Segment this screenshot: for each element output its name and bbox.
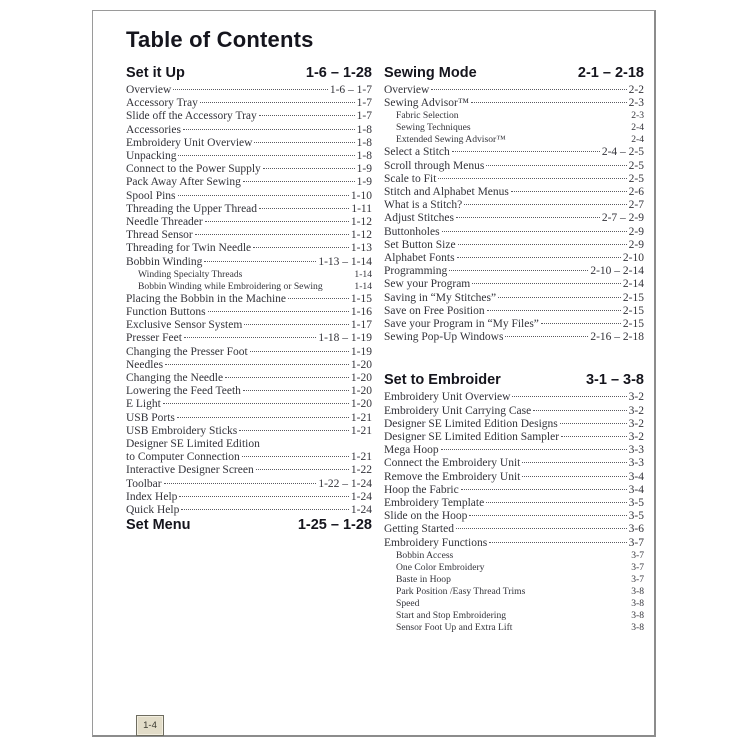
- dot-leader: [243, 181, 355, 182]
- toc-entry-page: 2-3: [631, 110, 644, 122]
- toc-entry-label: Thread Sensor: [126, 229, 193, 242]
- toc-entry-label: Getting Started: [384, 523, 454, 536]
- toc-entry-page: 3-7: [631, 573, 644, 585]
- dot-leader: [259, 115, 355, 116]
- toc-entry-label: Sewing Advisor™: [384, 97, 470, 110]
- toc-entry: [384, 431, 644, 444]
- toc-entry-page: 1-21: [350, 451, 372, 464]
- toc-entry: [384, 586, 644, 598]
- toc-entry-label: Start and Stop Embroidering: [396, 609, 507, 621]
- toc-entry-page: 3-4: [628, 483, 644, 496]
- toc-entry: [384, 598, 644, 610]
- toc-entry: [384, 265, 644, 278]
- toc-entry-label: Select a Stitch: [384, 146, 450, 159]
- dot-leader: [183, 129, 355, 130]
- toc-entry-label: Accessories: [126, 123, 181, 136]
- toc-entry: [126, 163, 372, 176]
- toc-entry-page: 2-3: [628, 97, 644, 110]
- toc-entry: [384, 186, 644, 199]
- toc-entries-set-it-up: [126, 84, 372, 517]
- dot-leader: [165, 364, 349, 365]
- toc-entry-page: 1-10: [350, 189, 372, 202]
- toc-entry-page: 2-4: [631, 134, 644, 146]
- toc-entry-page: 1-15: [350, 292, 372, 305]
- toc-entry-label: Save your Program in “My Files”: [384, 318, 539, 331]
- toc-entry: [384, 562, 644, 574]
- toc-entry-label: Threading the Upper Thread: [126, 202, 258, 215]
- toc-entry-page: 3-3: [628, 457, 644, 470]
- toc-entry-page: 1-13: [350, 242, 372, 255]
- toc-entry: [384, 97, 644, 110]
- toc-entry: [126, 137, 372, 150]
- toc-entry: [384, 523, 644, 536]
- toc-entry-label: Exclusive Sensor System: [126, 319, 243, 332]
- dot-leader: [486, 502, 626, 503]
- toc-entry-page: 2-7: [628, 199, 644, 212]
- toc-entry-label: to Computer Connection: [126, 451, 240, 464]
- toc-entry-label: USB Ports: [126, 411, 175, 424]
- toc-entry-label: Embroidery Unit Overview: [126, 136, 253, 149]
- toc-entry: [384, 550, 644, 562]
- toc-entry: [384, 391, 644, 404]
- toc-entry-page: 2-15: [622, 304, 644, 317]
- toc-entry-label: Baste in Hoop: [396, 573, 451, 585]
- toc-entry: [384, 212, 644, 225]
- toc-entry: [384, 405, 644, 418]
- dot-leader: [469, 515, 626, 516]
- toc-entry-page: 1-20: [350, 398, 372, 411]
- toc-entry-label: USB Embroidery Sticks: [126, 424, 238, 437]
- toc-entry-label: Changing the Needle: [126, 372, 224, 385]
- dot-leader: [487, 310, 621, 311]
- section-heading-pages: 1-25 – 1-28: [297, 517, 372, 534]
- toc-entry-page: 1-20: [350, 385, 372, 398]
- dot-leader: [263, 168, 355, 169]
- toc-entry-label: Sewing Pop-Up Windows: [384, 331, 504, 344]
- toc-entry: [384, 318, 644, 331]
- toc-entry: [126, 124, 372, 137]
- page-number: 1-4: [143, 720, 157, 731]
- toc-entry-label: Placing the Bobbin in the Machine: [126, 292, 287, 305]
- dot-leader: [250, 351, 349, 352]
- dot-leader: [184, 337, 316, 338]
- toc-entry-label: Set Button Size: [384, 238, 456, 251]
- toc-entry-label: Lowering the Feed Teeth: [126, 385, 241, 398]
- toc-entry-page: 1-9: [356, 163, 372, 176]
- toc-entry-label: Spool Pins: [126, 189, 176, 202]
- toc-entry-label: Winding Specialty Threads: [138, 268, 243, 280]
- toc-entry: [126, 398, 372, 411]
- toc-entry-page: 3-5: [628, 497, 644, 510]
- toc-entry-label: Alphabet Fonts: [384, 252, 455, 265]
- toc-entry-label: Designer SE Limited Edition Sampler: [384, 431, 560, 444]
- dot-leader: [471, 102, 627, 103]
- dot-leader: [181, 509, 349, 510]
- toc-entry-page: 1-19: [350, 345, 372, 358]
- toc-entry-label: Scale to Fit: [384, 172, 437, 185]
- toc-entry: [384, 457, 644, 470]
- toc-entry-label: Accessory Tray: [126, 97, 198, 110]
- dot-leader: [461, 489, 627, 490]
- toc-entry: [384, 278, 644, 291]
- dot-leader: [464, 204, 626, 205]
- toc-entry-label: Embroidery Template: [384, 497, 485, 510]
- section-heading-pages: 2-1 – 2-18: [577, 65, 644, 81]
- dot-leader: [208, 311, 349, 312]
- dot-leader: [449, 270, 588, 271]
- toc-entry-page: 1-14: [354, 268, 372, 280]
- toc-entry-label: Slide on the Hoop: [384, 510, 468, 523]
- toc-entry: [384, 110, 644, 122]
- dot-leader: [541, 323, 621, 324]
- toc-entry: [126, 306, 372, 319]
- dot-leader: [561, 436, 627, 437]
- dot-leader: [452, 151, 600, 152]
- toc-entry: [384, 226, 644, 239]
- section-heading-pages: 3-1 – 3-8: [585, 372, 644, 389]
- toc-content: [126, 27, 643, 634]
- toc-entry: [126, 281, 372, 293]
- toc-entry-page: 1-7: [356, 97, 372, 110]
- toc-entry-page: 1-20: [350, 372, 372, 385]
- dot-leader: [256, 469, 349, 470]
- toc-entry-page: 2-5: [628, 159, 644, 172]
- section-heading-set-it-up: [126, 65, 372, 81]
- toc-entry-label: Function Buttons: [126, 306, 206, 319]
- toc-entry: [126, 412, 372, 425]
- toc-entry-label: Bobbin Access: [396, 549, 454, 561]
- dot-leader: [486, 165, 626, 166]
- toc-entry-label: Sensor Foot Up and Extra Lift: [396, 621, 513, 633]
- section-heading-pages: 1-6 – 1-28: [305, 65, 372, 81]
- section-heading-label: Set to Embroider: [384, 372, 501, 389]
- dot-leader: [243, 390, 349, 391]
- dot-leader: [505, 336, 588, 337]
- toc-entry-page: 3-7: [628, 536, 644, 549]
- toc-entry-page: 2-15: [622, 318, 644, 331]
- toc-entry-page: 2-10 – 2-14: [590, 265, 644, 278]
- toc-entry: [384, 418, 644, 431]
- toc-entry-page: 2-9: [628, 225, 644, 238]
- toc-entry: [384, 122, 644, 134]
- toc-entry-page: 2-7 – 2-9: [601, 212, 644, 225]
- toc-entry-page: 3-8: [631, 597, 644, 609]
- toc-entry: [126, 84, 372, 97]
- toc-entry-label: Buttonholes: [384, 225, 440, 238]
- toc-entry: [384, 173, 644, 186]
- toc-entry: [384, 537, 644, 550]
- toc-entry-label: Sew your Program: [384, 278, 471, 291]
- toc-entry-label: Adjust Stitches: [384, 212, 454, 225]
- toc-entry-label: Slide off the Accessory Tray: [126, 110, 257, 123]
- toc-entry-page: 1-14: [354, 280, 372, 292]
- toc-entry-page: 3-6: [628, 523, 644, 536]
- dot-leader: [458, 244, 627, 245]
- toc-entry-page: 1-21: [350, 424, 372, 437]
- toc-entry: [384, 610, 644, 622]
- toc-entry-page: 1-8: [356, 150, 372, 163]
- toc-entry: [126, 425, 372, 438]
- toc-entry-page: 3-7: [631, 549, 644, 561]
- toc-entry: [126, 359, 372, 372]
- toc-entry-page: 1-9: [356, 176, 372, 189]
- toc-entry-page: 3-3: [628, 444, 644, 457]
- toc-entry: [384, 146, 644, 159]
- toc-entry: [126, 491, 372, 504]
- toc-entry-page: 1-22 – 1-24: [318, 477, 372, 490]
- dot-leader: [512, 396, 626, 397]
- toc-entry-page: 1-8: [356, 123, 372, 136]
- toc-entry: [384, 239, 644, 252]
- toc-entry: [126, 150, 372, 163]
- toc-entry: [384, 199, 644, 212]
- dot-leader: [489, 542, 626, 543]
- toc-entry-label: Hoop the Fabric: [384, 483, 459, 496]
- toc-entry-label: Unpacking: [126, 150, 177, 163]
- toc-entry-label: Mega Hoop: [384, 444, 439, 457]
- toc-entry-label: Changing the Presser Foot: [126, 345, 248, 358]
- toc-entry: [126, 332, 372, 345]
- toc-entry-label: Embroidery Unit Overview: [384, 391, 511, 404]
- toc-entry-label: Park Position /Easy Thread Trims: [396, 585, 526, 597]
- dot-leader: [244, 324, 349, 325]
- toc-entry-page: 3-2: [628, 391, 644, 404]
- toc-entry-page: 3-4: [628, 470, 644, 483]
- dot-leader: [441, 449, 627, 450]
- toc-entry-label: What is a Stitch?: [384, 199, 463, 212]
- toc-entry-label: Bobbin Winding while Embroidering or Sewing: [138, 280, 323, 292]
- dot-leader: [522, 476, 626, 477]
- toc-entry: [126, 242, 372, 255]
- toc-entry-label: Threading for Twin Needle: [126, 242, 252, 255]
- toc-entry: [126, 319, 372, 332]
- toc-entry-page: 2-14: [622, 278, 644, 291]
- dot-leader: [164, 483, 317, 484]
- toc-entry-label: Save on Free Position: [384, 304, 485, 317]
- toc-entry: [126, 385, 372, 398]
- toc-entry-page: 2-16 – 2-18: [590, 331, 644, 344]
- toc-entry: [384, 622, 644, 634]
- dot-leader: [178, 195, 349, 196]
- toc-entry-label: Speed: [396, 597, 420, 609]
- toc-entries-sewing-mode: [384, 84, 644, 344]
- dot-leader: [442, 231, 627, 232]
- dot-leader: [204, 261, 316, 262]
- section-heading-sewing-mode: [384, 65, 644, 81]
- toc-entry: [126, 256, 372, 269]
- dot-leader: [205, 221, 349, 222]
- toc-entry: [126, 97, 372, 110]
- toc-entry-page: 3-8: [631, 609, 644, 621]
- toc-entry-label: Designer SE Limited Edition: [126, 438, 260, 451]
- toc-entry: [384, 160, 644, 173]
- manual-page: [92, 10, 656, 737]
- toc-entry-page: 1-12: [350, 216, 372, 229]
- toc-entry-page: 1-11: [351, 202, 372, 215]
- toc-entry-label: Embroidery Unit Carrying Case: [384, 404, 532, 417]
- toc-column-left: [126, 65, 372, 634]
- dot-leader: [239, 430, 349, 431]
- toc-entry-label: E Light: [126, 398, 161, 411]
- toc-entry: [126, 176, 372, 189]
- toc-entry-page: 1-18 – 1-19: [318, 332, 372, 345]
- section-heading-set-menu: [126, 517, 372, 533]
- toc-entry: [126, 438, 372, 451]
- toc-entry-page: 3-5: [628, 510, 644, 523]
- dot-leader: [472, 283, 621, 284]
- toc-entry: [384, 84, 644, 97]
- toc-entry-page: 3-2: [628, 404, 644, 417]
- toc-entry-label: Saving in “My Stitches”: [384, 291, 497, 304]
- dot-leader: [288, 298, 349, 299]
- toc-entry-label: Presser Feet: [126, 332, 182, 345]
- toc-entry-label: Stitch and Alphabet Menus: [384, 186, 509, 199]
- toc-entry-label: Toolbar: [126, 477, 162, 490]
- toc-entry-page: 1-20: [350, 358, 372, 371]
- dot-leader: [200, 102, 355, 103]
- toc-entry-label: Index Help: [126, 490, 178, 503]
- toc-entry-label: Overview: [384, 84, 430, 96]
- toc-entry: [126, 229, 372, 242]
- toc-entry: [384, 252, 644, 265]
- toc-entry: [126, 372, 372, 385]
- toc-entry-page: 3-2: [628, 417, 644, 430]
- toc-entry: [384, 484, 644, 497]
- dot-leader: [456, 528, 627, 529]
- dot-leader: [177, 417, 349, 418]
- dot-leader: [163, 403, 349, 404]
- dot-leader: [560, 423, 627, 424]
- toc-entry-label: Designer SE Limited Edition Designs: [384, 417, 558, 430]
- toc-entry-label: Needle Threader: [126, 216, 203, 229]
- toc-entry-label: Extended Sewing Advisor™: [396, 134, 506, 146]
- toc-entry: [384, 471, 644, 484]
- toc-entry-page: 3-2: [628, 431, 644, 444]
- dot-leader: [438, 178, 626, 179]
- toc-entry: [384, 444, 644, 457]
- toc-entry-label: Fabric Selection: [396, 110, 459, 122]
- dot-leader: [254, 142, 354, 143]
- toc-entry-label: Interactive Designer Screen: [126, 464, 254, 477]
- toc-entry-page: 2-9: [628, 238, 644, 251]
- toc-entry: [126, 346, 372, 359]
- toc-entry: [126, 190, 372, 203]
- toc-entry-page: 2-4: [631, 122, 644, 134]
- toc-entry-label: One Color Embroidery: [396, 561, 485, 573]
- toc-entry-page: 2-6: [628, 186, 644, 199]
- toc-entry-label: Quick Help: [126, 504, 180, 517]
- dot-leader: [457, 257, 621, 258]
- toc-columns: [126, 65, 643, 634]
- toc-entry-page: 1-6 – 1-7: [329, 84, 372, 96]
- toc-entry: [384, 134, 644, 146]
- dot-leader: [511, 191, 627, 192]
- toc-entry-page: 2-4 – 2-5: [601, 146, 644, 159]
- toc-entry-page: 1-7: [356, 110, 372, 123]
- toc-entry: [126, 451, 372, 464]
- toc-entry: [126, 478, 372, 491]
- toc-entry-page: 2-15: [622, 291, 644, 304]
- toc-entry-page: 1-8: [356, 136, 372, 149]
- toc-entry-label: Pack Away After Sewing: [126, 176, 241, 189]
- toc-entries-set-to-embroider: [384, 391, 644, 633]
- toc-entry: [126, 269, 372, 281]
- section-heading-label: Sewing Mode: [384, 65, 477, 81]
- toc-entry: [126, 293, 372, 306]
- toc-entry-label: Remove the Embroidery Unit: [384, 470, 521, 483]
- dot-leader: [431, 89, 626, 90]
- toc-entry-label: Needles: [126, 358, 164, 371]
- dot-leader: [225, 377, 349, 378]
- dot-leader: [533, 410, 626, 411]
- toc-entry-page: 3-7: [631, 561, 644, 573]
- toc-entry-page: 1-12: [350, 229, 372, 242]
- toc-entry-page: 1-16: [350, 306, 372, 319]
- dot-leader: [179, 496, 348, 497]
- toc-entry-label: Programming: [384, 265, 448, 278]
- dot-leader: [242, 456, 349, 457]
- dot-leader: [259, 208, 349, 209]
- toc-entry-page: 1-24: [350, 490, 372, 503]
- toc-entry-page: 3-8: [631, 585, 644, 597]
- toc-entry: [384, 497, 644, 510]
- toc-entry: [384, 574, 644, 586]
- toc-column-right: [384, 65, 644, 634]
- dot-leader: [178, 155, 354, 156]
- toc-entry-label: Embroidery Functions: [384, 536, 488, 549]
- toc-entry-label: Sewing Techniques: [396, 122, 471, 134]
- toc-entry: [384, 331, 644, 344]
- toc-entry-page: 1-21: [350, 411, 372, 424]
- toc-entry: [384, 292, 644, 305]
- dot-leader: [522, 462, 626, 463]
- toc-entry-label: Overview: [126, 84, 172, 96]
- toc-entry-label: Connect the Embroidery Unit: [384, 457, 521, 470]
- page-title: Table of Contents: [126, 27, 314, 52]
- dot-leader: [498, 297, 621, 298]
- section-heading-set-to-embroider: [384, 372, 644, 388]
- toc-entry: [126, 110, 372, 123]
- toc-entry-page: 1-24: [350, 504, 372, 517]
- dot-leader: [173, 89, 327, 90]
- toc-entry-page: 2-10: [622, 252, 644, 265]
- toc-entry-page: 3-8: [631, 621, 644, 633]
- toc-entry-label: Connect to the Power Supply: [126, 163, 261, 176]
- toc-entry: [126, 203, 372, 216]
- toc-entry-page: 1-22: [350, 464, 372, 477]
- toc-entry-page: 2-5: [628, 172, 644, 185]
- toc-entry-page: 1-13 – 1-14: [318, 255, 372, 268]
- dot-leader: [253, 247, 349, 248]
- toc-entry-label: Scroll through Menus: [384, 159, 485, 172]
- toc-entry-page: 1-17: [350, 319, 372, 332]
- toc-entry: [126, 504, 372, 517]
- toc-entry: [126, 464, 372, 477]
- section-heading-label: Set it Up: [126, 65, 185, 81]
- dot-leader: [195, 234, 349, 235]
- section-heading-label: Set Menu: [126, 517, 191, 534]
- toc-entry: [126, 216, 372, 229]
- dot-leader: [456, 217, 600, 218]
- toc-entry-page: 2-2: [628, 84, 644, 96]
- page-number-box: [136, 715, 164, 736]
- toc-entry: [384, 510, 644, 523]
- toc-entry: [384, 305, 644, 318]
- toc-entry-label: Bobbin Winding: [126, 255, 203, 268]
